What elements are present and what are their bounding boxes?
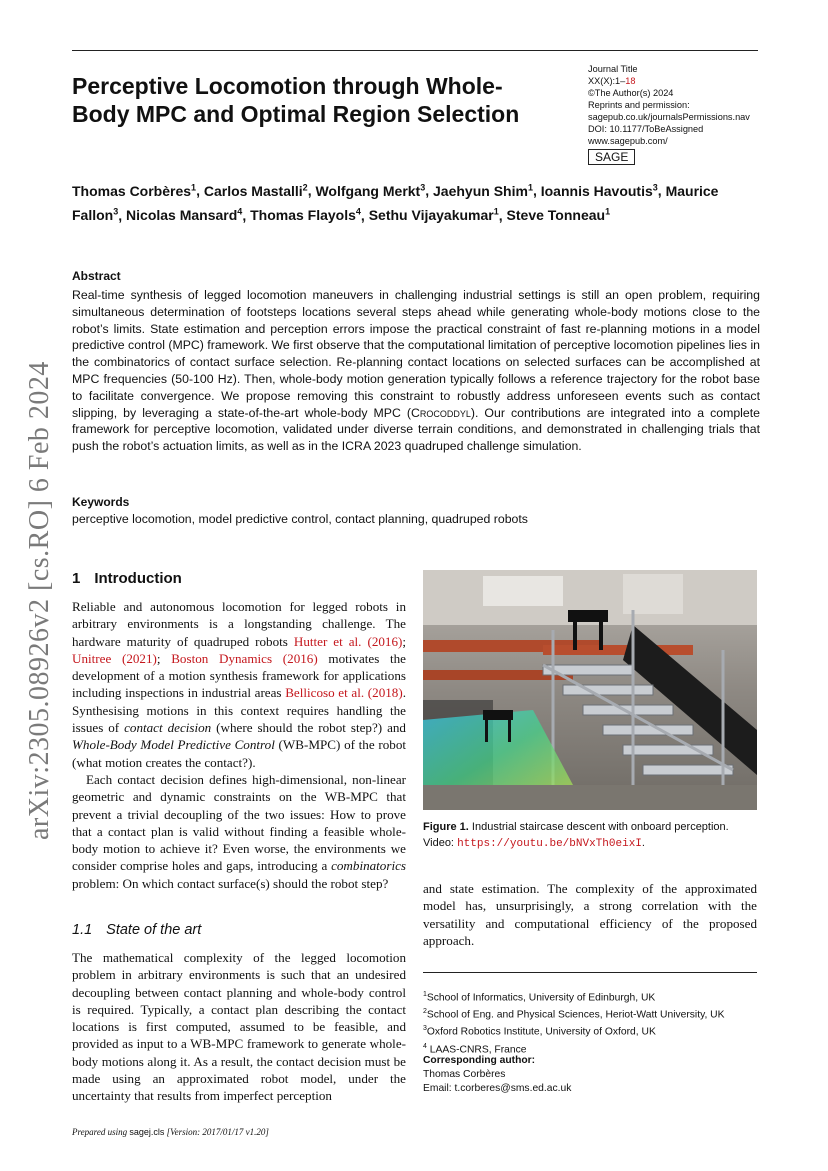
author-affiliation-mark: 3 bbox=[113, 206, 119, 217]
state-of-art-text-continued: and state estimation. The complexity of the approximated model has, unsurprisingly, a strong correlation with the versatility and computational efficiency of the proposed approach. bbox=[423, 881, 757, 948]
author-affiliation-mark: 1 bbox=[493, 206, 499, 217]
affiliation-footnote: $^2$School of Eng. and Physical Sciences, Heriot-Watt University, UK bbox=[423, 1008, 725, 1021]
reprints: Reprints and permission: bbox=[588, 100, 690, 110]
author-name: Thomas Corbères$^1$ bbox=[72, 182, 197, 199]
video-link[interactable]: https://youtu.be/bNVxTh0eixI bbox=[457, 837, 642, 850]
author-name: Steve Tonneau$^1$ bbox=[506, 206, 611, 224]
copyright: ©The Author(s) 2024 bbox=[588, 88, 674, 98]
staircase-photo bbox=[423, 570, 757, 810]
crocoddyl-name: Crocoddyl bbox=[410, 405, 471, 420]
author-name: Carlos Mastalli$^2$ bbox=[203, 182, 308, 199]
journal-volume: XX(X):1–18 bbox=[588, 76, 636, 86]
author-affiliation-mark: 1 bbox=[605, 206, 611, 217]
affiliation-footnote: $^4$ LAAS-CNRS, France bbox=[423, 1042, 527, 1056]
class-file-name: sagej.cls bbox=[129, 1127, 165, 1137]
section-introduction-heading: 1 Introduction bbox=[72, 570, 182, 587]
author-name: Ioannis Havoutis$^3$ bbox=[540, 182, 658, 199]
corresponding-email: Email: t.corberes@sms.ed.ac.uk bbox=[423, 1083, 572, 1094]
author-name: Wolfgang Merkt$^3$ bbox=[315, 182, 426, 199]
citation-unitree[interactable]: Unitree (2021) bbox=[72, 650, 157, 666]
keywords-text: perceptive locomotion, model predictive control, contact planning, quadruped robots bbox=[72, 512, 528, 526]
author-name: Maurice Fallon$^3$ bbox=[72, 182, 719, 224]
author-name: Sethu Vijayakumar$^1$ bbox=[368, 206, 499, 224]
footer-prepared-using: Prepared using sagej.cls [Version: 2017/01/17 v1.20] bbox=[72, 1127, 269, 1137]
corresponding-name: Thomas Corbères bbox=[423, 1069, 506, 1080]
intro-paragraph-1: Reliable and autonomous locomotion for legged robots in arbitrary environments is a longstanding challenge. The hardware maturity of quadruped robots Hutter et al. (2016); Unitree (2021); Boston Dynamics (2016) motivates the development of a motion synthesis framework for applications including inspections in industrial areas Bellicoso et al. (2018). Synthesising motions in this context requires handling the issues of contact decision (where should the robot step?) and Whole-Body Model Predictive Control (WB-MPC) of the robot (what motion creates the contact?). bbox=[72, 599, 407, 770]
corresponding-author: Corresponding author: Thomas Corbères Email: t.corberes@sms.ed.ac.uk bbox=[423, 1055, 572, 1094]
author-affiliation-mark: 1 bbox=[191, 182, 197, 192]
affiliation-footnotes bbox=[423, 988, 763, 1057]
citation-hutter[interactable]: Hutter et al. (2016) bbox=[293, 633, 403, 649]
figure-1-image bbox=[423, 570, 757, 810]
author-affiliation-mark: 2 bbox=[302, 182, 308, 192]
figure-1-caption: Figure 1. Industrial staircase descent with onboard perception. Video: https://youtu.be/bNVxTh0eixI. bbox=[423, 821, 729, 850]
journal-info bbox=[588, 63, 778, 165]
state-of-art-text: The mathematical complexity of the legged locomotion problem in arbitrary environments is such that an undesired decoupling between contact planning and whole-body control is required. Typically, a contact plan describing the contact locations is first computed, assumed to be feasible, and provided as input to a WB-MPC framework to generate whole-body motions along it. As a result, the contact decision must be made using an approximated robot model, under the uncertainty that results from imperfect perception bbox=[72, 950, 406, 1104]
keywords-heading: Keywords bbox=[72, 495, 130, 509]
journal-title: Journal Title bbox=[588, 64, 638, 74]
doi: DOI: 10.1177/ToBeAssigned bbox=[588, 124, 704, 134]
paper-title: Perceptive Locomotion through Whole-Body MPC and Optimal Region Selection bbox=[72, 73, 520, 127]
abstract-heading: Abstract bbox=[72, 269, 121, 283]
citation-bellicoso[interactable]: Bellicoso et al. (2018) bbox=[285, 685, 403, 701]
author-affiliation-mark: 4 bbox=[237, 206, 243, 217]
intro-paragraph-2: Each contact decision defines high-dimensional, non-linear geometric and dynamic constraints on the WB-MPC that prevent a trivial decoupling of the two issues: How to prove that a contact plan is valid without finding a feasible whole-body motion to achieve it? Even worse, the environments we consider comprise holes and gaps, introducing a combinatorics problem: On which contact surface(s) should the robot step? bbox=[72, 771, 406, 891]
author-list: Thomas Corbères$^1$, Carlos Mastalli$^2$, Wolfgang Merkt$^3$, Jaehyun Shim$^1$, Ioannis Havoutis$^3$, Maurice Fallon$^3$, Nicolas Mansard$^4$, Thomas Flayols$^4$, Sethu Vijayakumar$^1$, Steve Tonneau$^1$ bbox=[72, 182, 719, 224]
author-affiliation-mark: 1 bbox=[527, 182, 533, 192]
affiliation-footnote: $^3$Oxford Robotics Institute, University of Oxford, UK bbox=[423, 1025, 656, 1038]
affiliation-footnote: $^1$School of Informatics, University of Edinburgh, UK bbox=[423, 991, 656, 1004]
sage-logo: SAGE bbox=[588, 149, 635, 165]
author-affiliation-mark: 4 bbox=[355, 206, 361, 217]
permissions-url: sagepub.co.uk/journalsPermissions.nav bbox=[588, 112, 750, 122]
author-name: Jaehyun Shim$^1$ bbox=[433, 182, 533, 199]
author-name: Nicolas Mansard$^4$ bbox=[126, 206, 243, 224]
citation-boston-dynamics[interactable]: Boston Dynamics (2016) bbox=[171, 650, 318, 666]
author-affiliation-mark: 3 bbox=[652, 182, 658, 192]
arxiv-identifier: arXiv:2305.08926v2 [cs.RO] 6 Feb 2024 bbox=[24, 361, 55, 840]
top-rule bbox=[72, 50, 758, 51]
website: www.sagepub.com/ bbox=[588, 136, 668, 146]
page-count-link[interactable]: 18 bbox=[625, 76, 636, 86]
introduction-text bbox=[72, 598, 406, 892]
author-affiliation-mark: 3 bbox=[420, 182, 426, 192]
footnote-rule bbox=[423, 972, 757, 973]
author-name: Thomas Flayols$^4$ bbox=[250, 206, 361, 224]
subsection-state-of-art-heading: 1.1 State of the art bbox=[72, 922, 202, 938]
abstract-text: Real-time synthesis of legged locomotion maneuvers in challenging industrial settings is still an open problem, requiring simultaneous determination of footsteps locations several steps ahead while generating whole-body motions close to the robot’s limits. State estimation and perception errors impose the practical constraint of fast re-planning motions in a model predictive control (MPC) framework. We first observe that the computational limitation of perceptive locomotion pipelines lies in the combinatorics of contact surface selection. Re-planning contact locations on selected surfaces can be accomplished at MPC frequencies (50-100 Hz). Then, whole-body motion generation typically follows a reference trajectory for the robot base to facilitate convergence. We propose removing this constraint to robustly address unforeseen events such as contact slipping, by leveraging a state-of-the-art whole-body MPC (Crocoddyl). Our contributions are integrated into a complete framework for perceptive locomotion, validated under diverse terrain conditions, and demonstrated in challenging trials that push the robot’s actuation limits, as well as in the ICRA 2023 quadruped challenge simulation. bbox=[72, 288, 761, 454]
